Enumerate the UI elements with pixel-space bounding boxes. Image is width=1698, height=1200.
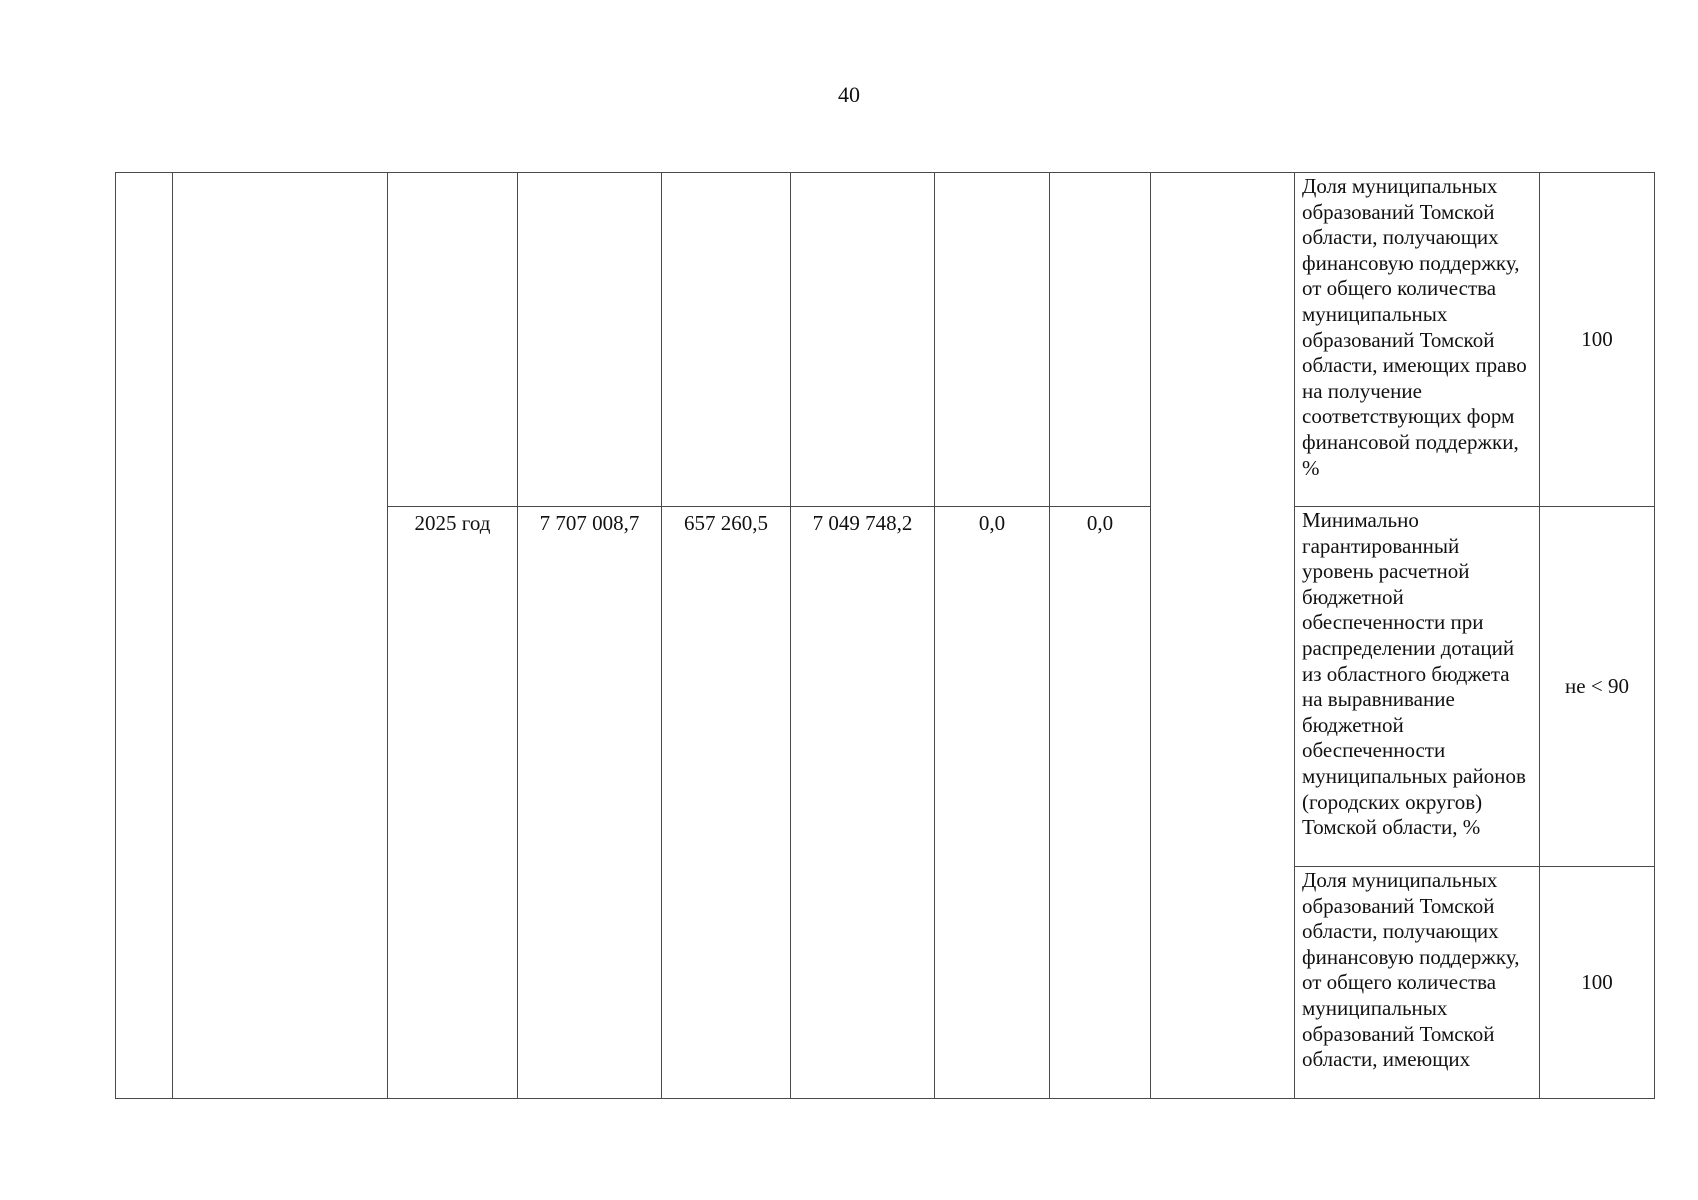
executor-cell: [1151, 173, 1295, 1099]
federal-cell-continued: [662, 173, 791, 507]
local-cell-continued: [935, 173, 1050, 507]
total-cell: 7 707 008,7: [518, 507, 662, 1099]
row-number-cell: [116, 173, 173, 1099]
year-cell: 2025 год: [388, 507, 518, 1099]
measure-name-cell: [173, 173, 388, 1099]
indicator-value-cell: не < 90: [1540, 507, 1655, 867]
regional-cell: 7 049 748,2: [791, 507, 935, 1099]
page-number: 40: [838, 82, 860, 107]
indicator-name: Доля муниципальных образований Томской области, получающих финансовую поддержку, от общего количества муниципальных образований Томской области, имеющих: [1302, 868, 1520, 1072]
indicator-name-cell: [1295, 867, 1540, 1099]
regional-cell-continued: [791, 173, 935, 507]
year-cell-continued: [388, 173, 518, 507]
indicator-name: Минимально гарантированный уровень расчетной бюджетной обеспеченности при распределении дотаций из областного бюджета на выравнивание бюджетной обеспеченности муниципальных районов (городских округов) Томской области, %: [1302, 508, 1526, 840]
other-cell: 0,0: [1050, 507, 1151, 1099]
other-cell-continued: [1050, 173, 1151, 507]
indicator-name-cell: [1295, 173, 1540, 507]
indicator-value-cell: 100: [1540, 173, 1655, 507]
federal-cell: 657 260,5: [662, 507, 791, 1099]
program-table: [115, 172, 1655, 1099]
local-cell: 0,0: [935, 507, 1050, 1099]
indicator-name: Доля муниципальных образований Томской области, получающих финансовую поддержку, от общего количества муниципальных образований Томской области, имеющих право на получение соответствующих форм финансовой поддержки, %: [1302, 174, 1527, 480]
indicator-name-cell: [1295, 507, 1540, 867]
table-row: [116, 173, 1655, 507]
total-cell-continued: [518, 173, 662, 507]
indicator-value-cell: 100: [1540, 867, 1655, 1099]
program-table-fragment: [115, 172, 1652, 1098]
